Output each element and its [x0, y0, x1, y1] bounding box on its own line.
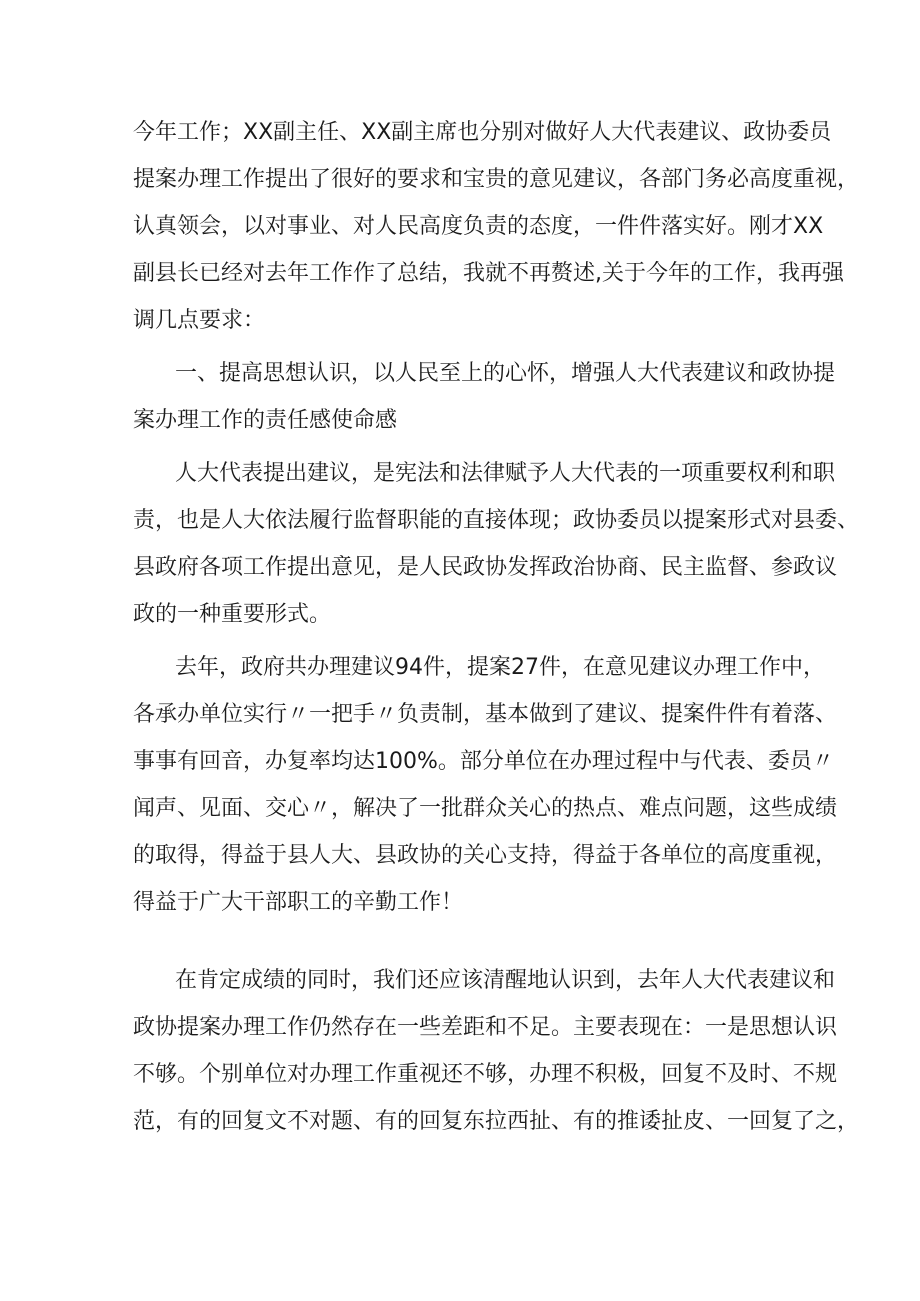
section-heading-line: 一、提高思想认识，以人民至上的心怀，增强人大代表建议和政协提 — [175, 361, 836, 386]
text-line: 的取得，得益于县人大、县政协的关心支持，得益于各单位的高度重视， — [133, 843, 838, 868]
text-line: 范，有的回复文不对题、有的回复东拉西扯、有的推诿扯皮、一回复了之， — [133, 1109, 860, 1134]
text-line: 闻声、见面、交心〃，解决了一批群众关心的热点、难点问题，这些成绩 — [133, 796, 838, 821]
text-line: 人大代表提出建议，是宪法和法律赋予人大代表的一项重要权利和职 — [175, 461, 836, 486]
text-line: 政协提案办理工作仍然存在一些差距和不足。主要表现在：一是思想认识 — [133, 1015, 838, 1040]
text-line: 去年，政府共办理建议94件，提案27件，在意见建议办理工作中， — [175, 655, 825, 680]
text-line: 认真领会，以对事业、对人民高度负责的态度，一件件落实好。刚才XX — [133, 214, 824, 239]
section-heading-line: 案办理工作的责任感使命感 — [133, 408, 398, 433]
text-line: 提案办理工作提出了很好的要求和宝贵的意见建议，各部门务必高度重视， — [133, 167, 860, 192]
text-line: 调几点要求： — [133, 308, 266, 333]
text-line: 得益于广大干部职工的辛勤工作！ — [133, 890, 464, 915]
text-line: 县政府各项工作提出意见，是人民政协发挥政治协商、民主监督、参政议 — [133, 555, 838, 580]
text-line: 不够。个别单位对办理工作重视还不够，办理不积极，回复不及时、不规 — [133, 1062, 838, 1087]
text-line: 今年工作；XX副主任、XX副主席也分别对做好人大代表建议、政协委员 — [133, 120, 832, 145]
text-line: 事事有回音，办复率均达100%。部分单位在办理过程中与代表、委员〃 — [133, 749, 834, 774]
text-line: 副县长已经对去年工作作了总结，我就不再赘述,关于今年的工作，我再强 — [133, 261, 844, 286]
text-line: 在肯定成绩的同时，我们还应该清醒地认识到，去年人大代表建议和 — [175, 968, 836, 993]
text-line: 责，也是人大依法履行监督职能的直接体现；政协委员以提案形式对县委、 — [133, 508, 860, 533]
text-line: 各承办单位实行〃一把手〃负责制，基本做到了建议、提案件件有着落、 — [133, 702, 838, 727]
text-line: 政的一种重要形式。 — [133, 602, 332, 627]
